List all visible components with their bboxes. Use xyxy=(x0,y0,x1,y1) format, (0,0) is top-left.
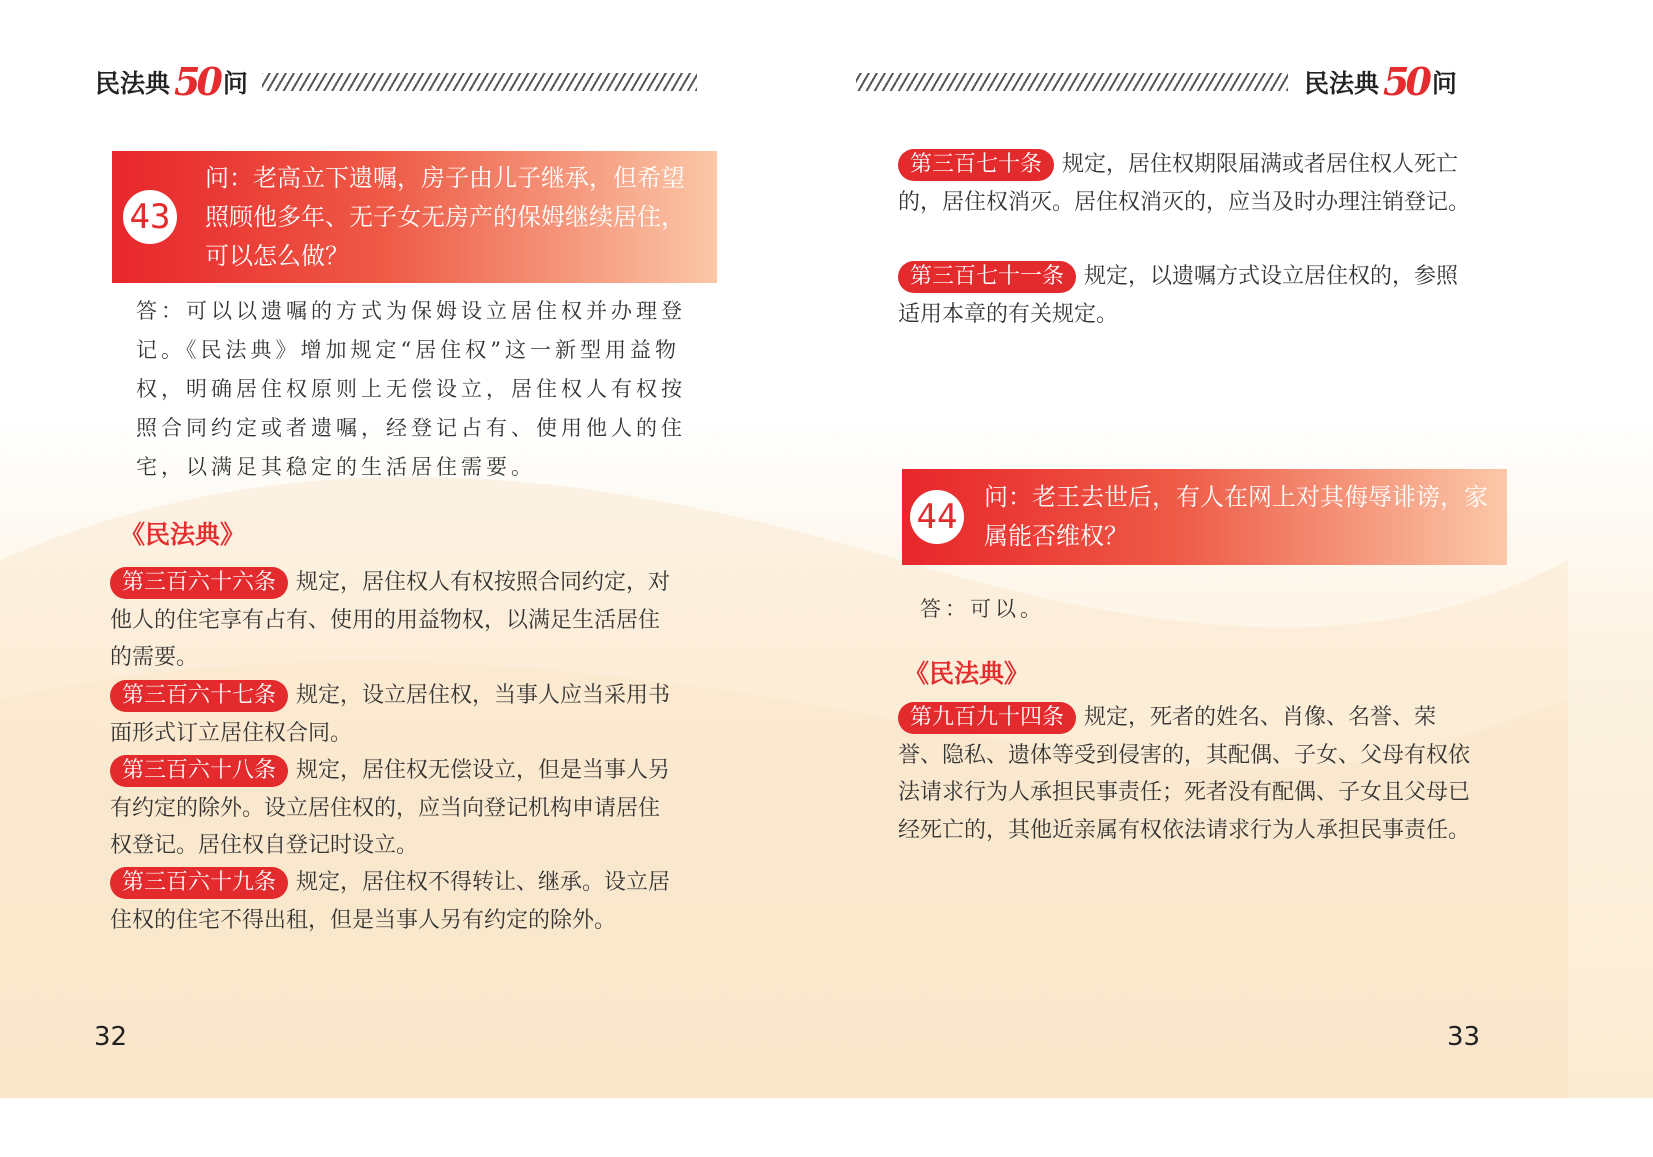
law-title: 《民法典》 xyxy=(904,659,1030,688)
article-tag: 第三百七十条 xyxy=(898,149,1054,181)
article-tag: 第三百七十一条 xyxy=(898,261,1076,293)
article-text: 规定，居住权无偿设立，但是当事人另有约定的除外。设立居住权的，应当向登记机构申请居住权登记。居住权自登记时设立。 xyxy=(110,758,671,858)
article-text: 规定，居住权不得转让、继承。设立居住权的住宅不得出租，但是当事人另有约定的除外。 xyxy=(110,870,671,933)
answer-text: 答：可以以遗嘱的方式为保姆设立居住权并办理登记。《民法典》增加规定“居住权”这一新型用益物权，明确居住权原则上无偿设立，居住权人有权按照合同约定或者遗嘱，经登记占有、使用他人的住宅，以满足其稳定的生活居住需要。 xyxy=(136,299,686,479)
article-item xyxy=(110,564,675,677)
right-page xyxy=(784,0,1568,1098)
brand-number: 50 xyxy=(174,59,219,104)
question-banner xyxy=(902,469,1507,565)
brand-text-suffix: 问 xyxy=(1431,69,1457,98)
brand-logo xyxy=(1304,59,1457,104)
page-header xyxy=(95,59,697,104)
page-number: 33 xyxy=(1447,1022,1481,1052)
brand-text: 民法典 xyxy=(1304,69,1380,98)
brand-number: 50 xyxy=(1383,59,1428,104)
article-item xyxy=(898,699,1478,849)
article-item xyxy=(110,677,675,752)
question-banner xyxy=(112,151,717,283)
page-number: 32 xyxy=(94,1022,128,1052)
header-hatch-divider xyxy=(856,73,1288,91)
article-item xyxy=(110,752,675,865)
question-text: 问：老王去世后，有人在网上对其侮辱诽谤，家属能否维权？ xyxy=(984,483,1488,550)
question-number-badge: 43 xyxy=(123,190,177,244)
law-title: 《民法典》 xyxy=(120,520,246,549)
brand-text-suffix: 问 xyxy=(222,69,248,98)
article-tag: 第三百六十七条 xyxy=(110,680,288,712)
article-item xyxy=(898,258,1478,333)
brand-text: 民法典 xyxy=(95,69,171,98)
article-text: 规定，以遗嘱方式设立居住权的，参照适用本章的有关规定。 xyxy=(898,264,1459,327)
article-text: 规定，居住权人有权按照合同约定，对他人的住宅享有占有、使用的用益物权，以满足生活居住的需要。 xyxy=(110,570,671,670)
article-text: 规定，死者的姓名、肖像、名誉、荣誉、隐私、遗体等受到侵害的，其配偶、子女、父母有权依法请求行为人承担民事责任；死者没有配偶、子女且父母已经死亡的，其他近亲属有权依法请求行为人承担民事责任。 xyxy=(898,705,1471,843)
article-item xyxy=(898,146,1478,221)
article-tag: 第九百九十四条 xyxy=(898,702,1076,734)
article-tag: 第三百六十八条 xyxy=(110,755,288,787)
article-tag: 第三百六十九条 xyxy=(110,867,288,899)
article-item xyxy=(110,864,675,939)
question-text: 问：老高立下遗嘱，房子由儿子继承，但希望照顾他多年、无子女无房产的保姆继续居住，可以怎么做？ xyxy=(205,163,685,270)
page-header xyxy=(856,59,1457,104)
question-number-badge: 44 xyxy=(910,490,964,544)
brand-logo xyxy=(95,59,248,104)
left-page xyxy=(0,0,784,1098)
answer-text: 答：可以。 xyxy=(920,597,1045,621)
article-text: 规定，居住权期限届满或者居住权人死亡的，居住权消灭。居住权消灭的，应当及时办理注销登记。 xyxy=(898,152,1471,215)
article-text: 规定，设立居住权，当事人应当采用书面形式订立居住权合同。 xyxy=(110,683,671,746)
article-tag: 第三百六十六条 xyxy=(110,567,288,599)
header-hatch-divider xyxy=(262,73,697,91)
